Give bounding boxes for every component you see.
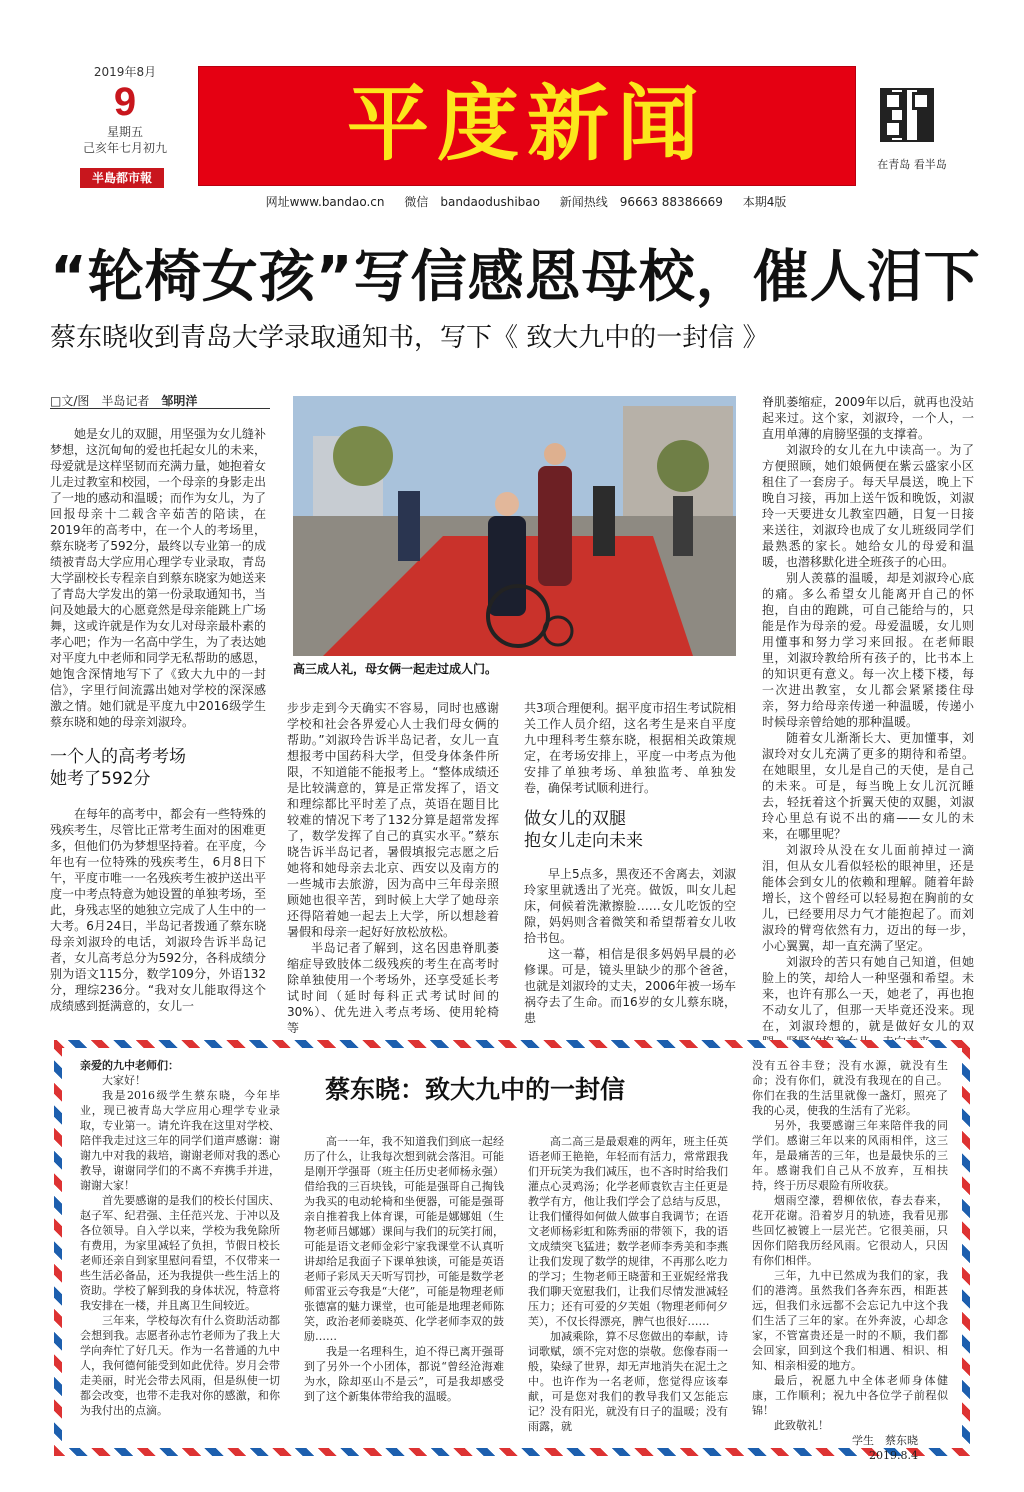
letter-paragraph: 最后，祝愿九中全体老师身体健康，工作顺利；祝九中各位学子前程似锦！ (752, 1374, 948, 1417)
paragraph: 早上5点多，黑夜还不舍离去，刘淑玲家里就透出了光亮。做饭，叫女儿起床，伺候着洗漱擦脸……女儿吃饭的空隙，妈妈则含着微笑和希望帮着女儿收拾书包。 (524, 867, 736, 945)
masthead-banner (198, 66, 856, 186)
section-heading-line: 她考了592分 (50, 769, 151, 789)
paragraph: 刘淑玲从没在女儿面前掉过一滴泪，但从女儿看似轻松的眼神里，还是能体会到女儿的依赖和理解。随着年龄增长，这个曾经可以轻易抱在胸前的女儿，已经要用尽力气才能抱起了。而刘淑玲的臂弯依然有力，迈出的每一步，小心翼翼，却一直充满了坚定。 (762, 843, 974, 953)
letter-title: 蔡东晓：致大九中的一封信 (324, 1075, 625, 1104)
letter-paragraph: 三年来，学校每次有什么资助活动都会想到我。志愿者孙志竹老师为了我上大学向奔忙了好几天。作为一名普通的九中人，我何德何能受到如此优待。岁月会带走美丽，时光会带去风雨，但是纵使一切都会改变，也带不走我对你的感激，和你为我付出的点滴。 (80, 1314, 280, 1417)
section-heading-2 (524, 808, 736, 852)
website: 网址www.bandao.cn (265, 195, 385, 209)
letter-paragraph: 我是一名理科生，迫不得已离开强哥到了另外一个小团体，都说“曾经沧海难为水，除却巫山不是云”，可是我却感受到了这个新集体带给我的温暖。 (304, 1345, 504, 1403)
issue-lunar-date: 己亥年七月初九 (82, 141, 167, 155)
hotline: 新闻热线 96663 88386669 (559, 195, 723, 209)
article-column-2 (287, 700, 499, 1036)
byline-rule (50, 408, 270, 409)
byline-prefix: □文/图 半岛记者 (50, 394, 162, 408)
byline-author: 邹明洋 (161, 394, 198, 408)
paragraph: 她是女儿的双腿，用坚强为女儿缝补梦想，这沉甸甸的爱也托起女儿的未来，母爱就是这样坚韧而充满力量，她抱着女儿走过教室和校园，一个母亲的身影走出了一地的感动和温暖；而作为女儿，为了回报母亲十二载含辛茹苦的陪读，在2019年的高考中，在一个人的考场里，蔡东晓考了592分，最终以专业第一的成绩被青岛大学应用心理学专业录取，青岛大学副校长专程亲自到蔡东晓家为她送来了青岛大学发出的第一份录取通知书，当问及她最大的心愿竟然是母亲能跳上广场舞，这或许就是作为女儿对母亲最朴素的孝心吧；作为一名高中学生，为了表达她对平度九中老师和同学无私帮助的感恩，她饱含深情地写下了《致大九中的一封信》，字里行间流露出她对学校的深深感激之情。她们就是平度九中2016级学生蔡东晓和她的母亲刘淑玲。 (50, 427, 267, 729)
article-column-1 (50, 426, 266, 730)
letter-paragraph: 我是2016级学生蔡东晓，今年毕业，现已被青岛大学应用心理学专业录取，专业第一。请允许我在这里对学校、陪伴我走过这三年的同学们道声感谢：谢谢九中对我的栽培，谢谢老师对我的悉心教导，谢谢同学们的不离不弃携手并进，谢谢大家！ (80, 1089, 280, 1192)
section-heading-line: 做女儿的双腿 (524, 809, 626, 829)
paragraph: 共3项合理便利。据平度市招生考试院相关工作人员介绍，这名考生是来自平度九中理科考生蔡东晓，根据相关政策规定，在考场安排上，平度一中考点为他安排了单独考场、单独监考、单独发卷，确保考试顺利进行。 (524, 701, 736, 795)
letter-paragraph: 三年，九中已然成为我们的家，我们的港湾。虽然我们各奔东西，相距甚远，但我们永远都不会忘记九中这个我们生活了三年的家。在外奔波，心却念家，不管富贵还是一时的不顺，我们都会回家，回到这个我们相遇、相识、相知、相亲相爱的地方。 (752, 1269, 948, 1372)
headline: “轮椅女孩”写信感恩母校，催人泪下 (50, 245, 981, 310)
issue-year-month: 2019年8月 (93, 65, 157, 79)
weixin: 微信 bandaodushibao (404, 195, 540, 209)
letter-paragraph: 高一一年，我不知道我们到底一起经历了什么，让我每次想到就会落泪。可能是刚开学强哥（班主任历史老师杨永强）借给我的三百块钱，可能是强哥自己掏钱为我买的电动轮椅和坐便器，可能是强哥亲自推着我上体育课，可能是娜娜姐（生物老师吕娜娜）课间与我们的玩笑打闹，可能是语文老师金彩宁家我课堂不认真听讲却给足我面子下课单独谈，可能是英语老师子彩凤天天听写罚抄，可能是数学老师雷亚云夸我是“大佬”，可能是物理老师张德富的魅力课堂，也可能是地理老师陈笑，政治老师姜晓英、化学老师李双的鼓励…… (304, 1135, 504, 1343)
paragraph: 刘淑玲的女儿在九中读高一。为了方便照顾，她们娘俩便在紫云盛家小区租住了一套房子。每天早晨送，晚上下晚自习接，再加上送午饭和晚饭，刘淑玲一天要进女儿教室四趟，日复一日接来送往，刘淑玲也成了女儿班级同学们最熟悉的家长。她给女儿的母爱和温暖，也潜移默化进全班孩子的心田。 (762, 443, 974, 569)
letter-paragraph: 另外，我要感谢三年来陪伴我的同学们。感谢三年以来的风雨相伴，这三年，是最痛苦的三年，也是最快乐的三年。感谢我们自己从不放弃，互相扶持，终于历尽艰险有所收获。 (752, 1119, 948, 1192)
letter-paragraph: 高二高三是最艰难的两年，班主任英语老师王艳艳，年轻而有活力，常常跟我们开玩笑为我们减压，也不吝时时给我们灌点心灵鸡汤；化学老师袁钦吉主任更是教学有方，他让我们学会了总结与反思，让我们懂得如何做人做事自我调节；在语文老师杨彩虹和陈秀丽的带领下，我的语文成绩突飞猛进；数学老师李秀美和李燕让我们发现了数学的规律，不再那么吃力的学习；生物老师王晓蕾和王亚妮经常我我们聊天宽慰我们，让我们尽情发泄减轻压力；还有可爱的夕芙姐（物理老师何夕芙），不仅长得漂亮，脾气也很好…… (528, 1135, 728, 1328)
section-heading-1 (50, 746, 266, 790)
letter-column-2 (304, 1134, 504, 1404)
letter-paragraph: 烟雨空濛，碧柳依依，春去春来，花开花谢。沿着岁月的轨迹，我看见那些回忆被镀上一层光芒。它很美丽，只因你们陪我历经风雨。它很动人，只因有你们相伴。 (752, 1194, 948, 1267)
article-column-3b (524, 866, 736, 1026)
paragraph: 刘淑玲的苦只有她自己知道，但她脸上的笑，却给人一种坚强和希望。未来，也许有那么一天，她老了，再也抱不动女儿了，但那一天毕竟还没来。现在，刘淑玲想的，就是做好女儿的双 (762, 955, 974, 1033)
qr-caption: 在青岛 看半岛 (877, 158, 947, 171)
article-column-1b (50, 806, 266, 1014)
letter-column-4 (752, 1058, 948, 1463)
issue-day: 9 (113, 80, 137, 124)
paragraph: 步步走到今天确实不容易，同时也感谢学校和社会各界爱心人士我们母女俩的帮助。”刘淑玲告诉半岛记者，女儿一直想报考中国药科大学，但受身体条件所限，不知道能不能报考上。“整体成绩还是比较满意的，算是正常发挥了，语文和理综都比平时差了点，英语在题目比较难的情况下考了132分算是超常发挥了，数学发挥了自己的真实水平。”蔡东晓告诉半岛记者，暑假填报完志愿之后她将和她母亲去北京、西安以及南方的一些城市去旅游，因为高中三年母亲照顾她也很辛苦，到时候上大学了她母亲还得陪着她一起去上大学，所以想趁着暑假和母亲一起好好放松放松。 (287, 701, 499, 939)
letter-paragraph: 加减乘除，算不尽您做出的奉献，诗词歌赋，颂不完对您的崇敬。您像春雨一般，染绿了世界，却无声地消失在泥土之中。也许作为一名老师，您觉得应该奉献，可是您对我们的教导我们又怎能忘记？没有阳光，就没有日子的温暖；没有雨露，就 (528, 1330, 728, 1433)
info-bar (198, 192, 854, 212)
masthead-title: 平度新闻 (346, 77, 707, 172)
letter-column-3 (528, 1134, 728, 1434)
paragraph: 这一幕，相信是很多妈妈早晨的必修课。可是，镜头里缺少的那个爸爸，也就是刘淑玲的丈夫，2006年被一场车祸夺去了生命。而16岁的女儿蔡东晓，患 (524, 947, 736, 1025)
byline (50, 392, 270, 409)
section-heading-line: 抱女儿走向未来 (524, 831, 643, 851)
letter-column-1 (80, 1058, 280, 1418)
paper-logo: 半島都市報 (80, 168, 164, 188)
letter-paragraph: 没有五谷丰登；没有水源，就没有生命；没有你们，就没有我现在的自己。你们在我的生活里就像一盏灯，照亮了我的心灵，使我的生活有了光彩。 (752, 1059, 948, 1117)
letter-greeting: 大家好！ (102, 1074, 146, 1087)
paragraph: 在每年的高考中，都会有一些特殊的残疾考生，尽管比正常考生面对的困难更多，但他们仍为梦想坚持着。在平度，今年也有一位特殊的残疾考生，6月8日下午，平度市唯一一名残疾考生被护送出平度一中考点特意为她设置的单独考场，至此，身残志坚的她独立完成了人生中的一大考。6月24日，半岛记者拨通了蔡东晓母亲刘淑玲的电话，刘淑玲告诉半岛记者，女儿高考总分为592分，各科成绩分别为语文115分，数学109分，外语132分，理综236分。“我对女儿能取得这个成绩感到挺满意的，女儿一 (50, 807, 267, 1013)
letter-closing: 此致敬礼！ (774, 1419, 829, 1432)
issue-weekday: 星期五 (106, 125, 143, 139)
letter-paragraph: 首先要感谢的是我们的校长付国庆、赵子军、纪君强、主任范兴龙、于冲以及各位领导。自入学以来，学校为我免除所有费用，为家里减轻了负担，节假日校长老师还亲自到家里慰问看望，不仅带来一些生活必备品，还为我提供一些生活上的资助。学校了解到我的身体状况，特意将我安排在一楼，并且离卫生间较近。 (80, 1194, 280, 1312)
paragraph: 脊肌萎缩症，2009年以后，就再也没站起来过。这个家，刘淑玲，一个人，一直用单薄的肩膀坚强的支撑着。 (762, 395, 974, 441)
letter-salutation: 亲爱的九中老师们： (80, 1059, 179, 1072)
section-heading-line: 一个人的高考考场 (50, 747, 186, 767)
article-photo (293, 396, 736, 656)
page-count: 本期4版 (742, 195, 787, 209)
photo-caption: 高三成人礼，母女俩一起走过成人门。 (293, 662, 498, 676)
subheadline: 蔡东晓收到青岛大学录取通知书，写下《 致大九中的一封信 》 (50, 323, 769, 353)
letter-signature: 学生 蔡东晓 (852, 1434, 918, 1447)
letter-date: 2019.8.4 (869, 1449, 918, 1462)
issue-date (80, 64, 170, 156)
qr-code-icon (880, 88, 934, 142)
paragraph: 半岛记者了解到，这名因患脊肌萎缩症导致肢体二级残疾的考生在高考时除单独使用一个考场外，还享受延长考试时间（延时每科正式考试时间的30%）、优先进入考点考场、使用轮椅等 (287, 941, 499, 1035)
article-column-3 (524, 700, 736, 796)
paragraph: 别人羡慕的温暖，却是刘淑玲心底的痛。多么希望女儿能离开自己的怀抱，自由的跑跳，可自己能给与的，只能是作为母亲的爱。母爱温暖，女儿则用懂事和努力学习来回报。在老师眼里，刘淑玲教给所有孩子的，比书本上的知识更有意义。每一次上楼下楼，每一次进出教室，女儿都会紧紧搂住母亲，努力给母亲传递一种温暖，传递小时候母亲曾给她的那种温暖。 (762, 571, 974, 729)
paragraph: 随着女儿渐渐长大、更加懂事，刘淑玲对女儿充满了更多的期待和希望。在她眼里，女儿是自己的天使，是自己的未来。可是，每当晚上女儿沉沉睡去，轻抚着这个折翼天使的双腿，刘淑玲心里总有说不出的痛——女儿的未来，在哪里呢？ (762, 731, 974, 841)
article-column-4 (762, 394, 974, 1050)
